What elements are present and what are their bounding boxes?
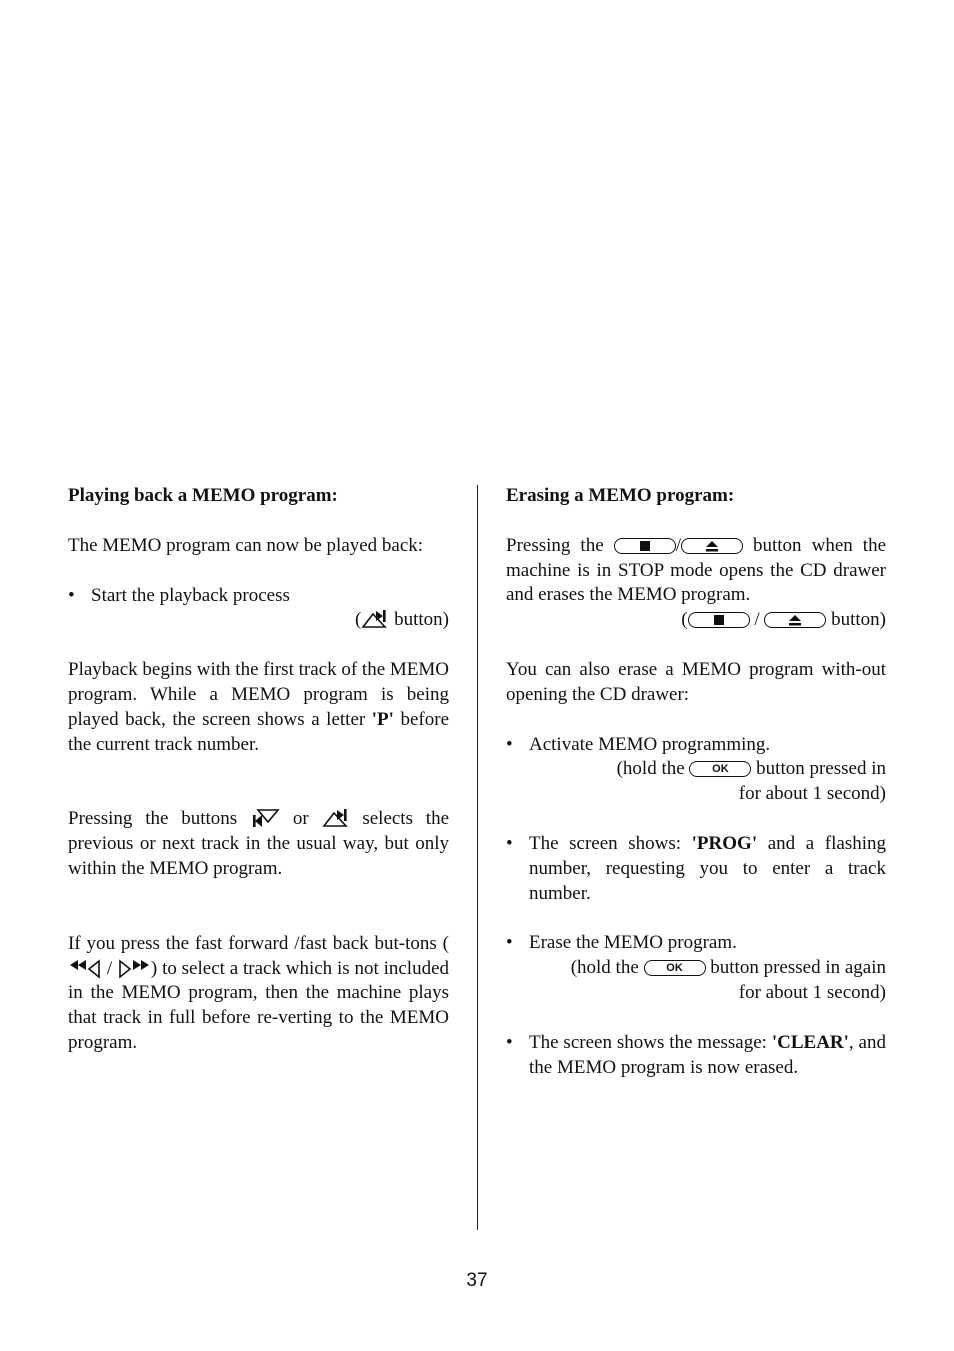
bullet-dot: • <box>506 832 513 854</box>
start-button-reference: ( button) <box>355 609 449 631</box>
eject-icon <box>706 541 718 552</box>
section-heading-erase: Erasing a MEMO program: <box>506 485 735 506</box>
list-item-prog-screen: • The screen shows: 'PROG' and a flashing number, requesting you to enter a track number. <box>506 832 886 904</box>
bullet-dot: • <box>506 932 513 954</box>
stop-button-icon <box>688 612 750 628</box>
fast-search-description: If you press the fast forward /fast back but-tons ( / ) to select a track which is not included in the MEMO program, then the machine plays that track in full before re-verting to the MEMO program. <box>68 932 450 1053</box>
fast-forward-icon <box>117 957 151 979</box>
ok-button-icon: OK <box>689 761 751 777</box>
bullet-dot: • <box>68 584 75 606</box>
ok-button-icon: OK <box>644 960 706 976</box>
skip-forward-icon <box>322 807 350 829</box>
page-number: 37 <box>466 1270 488 1291</box>
eject-icon <box>789 615 801 626</box>
playback-description: Playback begins with the first track of the MEMO program. While a MEMO program is being played back, the screen shows a letter 'P' before the current track number. <box>68 659 449 755</box>
bullet-dot: • <box>506 1031 513 1053</box>
stop-icon <box>640 541 650 551</box>
eject-button-icon <box>764 612 826 628</box>
list-item-erase-memo: • Erase the MEMO program. (hold the OK button pressed in again for about 1 second) <box>506 932 886 1003</box>
stop-button-icon <box>614 538 676 554</box>
hold-ok-again-instruction: (hold the OK button pressed in again <box>570 957 886 979</box>
section-heading-playback: Playing back a MEMO program: <box>68 485 338 506</box>
stop-icon <box>714 615 724 625</box>
erase-description: Pressing the / button when the machine is in STOP mode opens the CD drawer and erases the MEMO program. <box>506 534 886 606</box>
list-item-start-playback: • Start the playback process <box>68 584 449 609</box>
playback-intro: The MEMO program can now be played back: <box>68 534 424 556</box>
play-icon <box>361 608 389 630</box>
erase-button-reference: ( / button) <box>681 609 886 631</box>
list-item-activate-memo: • Activate MEMO programming. (hold the OK button pressed in for about 1 second) <box>506 733 886 805</box>
hold-ok-instruction: (hold the OK button pressed in <box>616 758 886 780</box>
right-column <box>506 484 886 1080</box>
eject-button-icon <box>681 538 743 554</box>
left-column <box>68 484 449 1056</box>
bullet-dot: • <box>506 733 513 755</box>
fast-back-icon <box>68 957 102 979</box>
skip-back-icon <box>250 807 280 829</box>
skip-description: Pressing the buttons or selects the previous or next track in the usual way, but only within the MEMO program. <box>68 808 450 879</box>
alt-erase-intro: You can also erase a MEMO program with-out opening the CD drawer: <box>506 658 886 705</box>
list-item-clear-screen: • The screen shows the message: 'CLEAR', and the MEMO program is now erased. <box>506 1031 886 1078</box>
column-divider <box>477 485 478 1230</box>
